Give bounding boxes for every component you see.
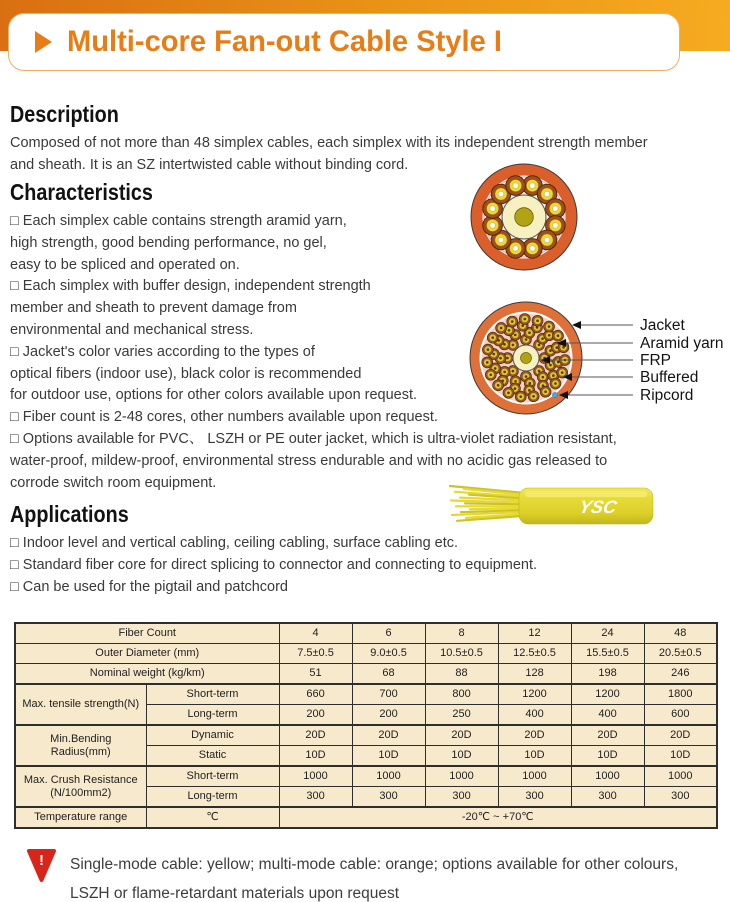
cell: 300: [352, 787, 425, 808]
cell: 800: [425, 684, 498, 705]
characteristics-line: water-proof, mildew-proof, environmental stress endurable and with no acidic gas released to: [10, 452, 608, 469]
diagram-shape: [491, 336, 494, 339]
cell: 660: [279, 684, 352, 705]
cell: 200: [279, 705, 352, 726]
cell: 88: [425, 664, 498, 685]
diagram-shape: [486, 361, 489, 364]
label-aramid-yarn: Aramid yarn: [640, 335, 724, 352]
cell: 20D: [498, 725, 571, 746]
arrow-icon: [35, 31, 52, 53]
diagram-shape: [555, 346, 558, 349]
diagram-shape: [498, 237, 503, 242]
cell: 51: [279, 664, 352, 685]
diagram-shape: [554, 382, 557, 385]
row-header: Min.Bending Radius(mm): [15, 725, 146, 766]
row-header: Temperature range: [15, 807, 146, 828]
characteristics-line: optical fibers (indoor use), black color is recommended: [10, 365, 362, 382]
cell: 10.5±0.5: [425, 644, 498, 664]
diagram-shape: [528, 389, 531, 392]
cell: 4: [279, 623, 352, 644]
table-row: [15, 725, 717, 746]
characteristics-line: for outdoor use, options for other colors available upon request.: [10, 387, 418, 404]
sub-header: Long-term: [146, 705, 279, 726]
diagram-shape: [549, 349, 552, 352]
row-header: Max. tensile strength(N): [15, 684, 146, 725]
cell: 6: [352, 623, 425, 644]
sub-header: Long-term: [146, 787, 279, 808]
diagram-shape: [553, 223, 558, 228]
diagram-shape: [525, 375, 528, 378]
characteristics-line: □ Options available for PVC、 LSZH or PE outer jacket, which is ultra-violet radiation resistant,: [10, 430, 617, 447]
cell: 12.5±0.5: [498, 644, 571, 664]
cell: 300: [644, 787, 717, 808]
diagram-shape: [514, 380, 517, 383]
diagram-shape: [490, 206, 495, 211]
diagram-shape: [544, 237, 549, 242]
sub-header: Short-term: [146, 766, 279, 787]
ripcord-dot: [552, 392, 557, 397]
description-line: Composed of not more than 48 simplex cables, each simplex with its independent strength member: [10, 135, 648, 151]
applications-line: □ Indoor level and vertical cabling, ceiling cabling, surface cabling etc.: [10, 535, 459, 551]
cell: 10D: [644, 746, 717, 767]
diagram-shape: [557, 361, 560, 364]
cell: 10D: [498, 746, 571, 767]
diagram-shape: [511, 320, 514, 323]
diagram-shape: [514, 387, 517, 390]
diagram-shape: [500, 327, 503, 330]
cross-section-large-cable: [455, 292, 730, 420]
applications-heading: Applications: [10, 501, 129, 527]
table-row: [15, 664, 717, 685]
diagram-shape: [552, 374, 555, 377]
diagram-shape: [513, 183, 518, 188]
cell: 1200: [498, 684, 571, 705]
diagram-shape: [506, 357, 509, 360]
diagram-shape: [503, 371, 506, 374]
diagram-shape: [507, 392, 510, 395]
diagram-shape: [514, 334, 517, 337]
sub-header: Static: [146, 746, 279, 767]
diagram-shape: [498, 191, 503, 196]
cell: 700: [352, 684, 425, 705]
diagram-shape: [519, 395, 522, 398]
cell: 400: [498, 705, 571, 726]
row-header: Max. Crush Resistance (N/100mm2): [15, 766, 146, 807]
cell: 68: [352, 664, 425, 685]
footnote: [26, 848, 678, 902]
characteristics-line: □ Each simplex with buffer design, independent strength: [10, 278, 371, 295]
table-row: [15, 623, 717, 644]
cell: 7.5±0.5: [279, 644, 352, 664]
diagram-shape: [528, 382, 531, 385]
sub-header: ℃: [146, 807, 279, 828]
label-jacket: Jacket: [640, 317, 685, 334]
sub-header: Short-term: [146, 684, 279, 705]
diagram-shape: [530, 183, 535, 188]
cell: 20D: [425, 725, 498, 746]
cell: 1000: [425, 766, 498, 787]
cable-highlight: [525, 491, 647, 497]
note-line: Single-mode cable: yellow; multi-mode cable: orange; options available for other colours,: [70, 856, 679, 873]
exclamation-glyph: !: [39, 852, 44, 869]
fanout-fibers: [450, 486, 525, 521]
cell: 12: [498, 623, 571, 644]
row-header: Nominal weight (kg/km): [15, 664, 279, 685]
cell: 400: [571, 705, 644, 726]
diagram-shape: [512, 370, 515, 373]
diagram-shape: [521, 324, 524, 327]
diagram-shape: [553, 206, 558, 211]
cell: 1000: [352, 766, 425, 787]
table-row: [15, 684, 717, 705]
cell: 300: [279, 787, 352, 808]
diagram-shape: [549, 364, 552, 367]
cell: 1800: [644, 684, 717, 705]
diagram-shape: [528, 331, 531, 334]
label-buffered: Buffered: [640, 369, 699, 386]
diagram-shape: [542, 376, 545, 379]
cell: 300: [571, 787, 644, 808]
cell: 200: [352, 705, 425, 726]
cell: 600: [644, 705, 717, 726]
cell: 20D: [571, 725, 644, 746]
characteristics-line: high strength, good bending performance, no gel,: [10, 234, 327, 251]
diagram-shape: [513, 246, 518, 251]
table-row: [15, 644, 717, 664]
cell: 20.5±0.5: [644, 644, 717, 664]
cell: 20D: [279, 725, 352, 746]
spec-table: [14, 622, 718, 829]
fanout-fiber: [470, 508, 525, 509]
page-title: Multi-core Fan-out Cable Style I: [67, 25, 502, 58]
diagram-shape: [557, 334, 560, 337]
characteristics-heading: Characteristics: [10, 179, 153, 205]
diagram-shape: [538, 344, 541, 347]
cell: 300: [498, 787, 571, 808]
row-header: Fiber Count: [15, 623, 279, 644]
characteristics-line: environmental and mechanical stress.: [10, 321, 254, 338]
diagram-shape: [536, 319, 539, 322]
label-frp: FRP: [640, 352, 671, 369]
description-line: and sheath. It is an SZ intertwisted cable without binding cord.: [10, 156, 409, 173]
cell: 1000: [644, 766, 717, 787]
diagram-shape: [492, 353, 495, 356]
table-row: [15, 807, 717, 828]
characteristics-line: corrode switch room equipment.: [10, 474, 217, 491]
cell: 20D: [352, 725, 425, 746]
sub-header: Dynamic: [146, 725, 279, 746]
cell: 1200: [571, 684, 644, 705]
diagram-shape: [508, 329, 511, 332]
characteristics-line: member and sheath to prevent damage from: [10, 300, 297, 317]
diagram-shape: [544, 191, 549, 196]
cell: 10D: [352, 746, 425, 767]
diagram-shape: [548, 334, 551, 337]
diagram-shape: [512, 344, 515, 347]
table-row: [15, 766, 717, 787]
cell: 1000: [571, 766, 644, 787]
cell: 10D: [571, 746, 644, 767]
label-ripcord: Ripcord: [640, 387, 694, 404]
description-section: [10, 101, 722, 177]
cell: 246: [644, 664, 717, 685]
diagram-shape: [532, 395, 535, 398]
diagram-shape: [562, 346, 565, 349]
cell: -20℃ ~ +70℃: [279, 807, 717, 828]
diagram-shape: [530, 246, 535, 251]
applications-line: □ Can be used for the pigtail and patchcord: [10, 578, 288, 595]
diagram-shape: [525, 338, 528, 341]
brand-logo: YSC: [577, 497, 619, 517]
cross-section-small-cable: [468, 161, 580, 273]
cell: 250: [425, 705, 498, 726]
diagram-shape: [524, 318, 527, 321]
diagram-shape: [541, 337, 544, 340]
characteristics-line: □ Each simplex cable contains strength aramid yarn,: [10, 213, 347, 229]
cell: 20D: [644, 725, 717, 746]
diagram-shape: [538, 370, 541, 373]
cell: 1000: [498, 766, 571, 787]
cell: 15.5±0.5: [571, 644, 644, 664]
title-box: [8, 13, 680, 71]
cell: 24: [571, 623, 644, 644]
diagram-shape: [561, 371, 564, 374]
characteristics-line: □ Fiber count is 2-48 cores, other numbers available upon request.: [10, 409, 438, 426]
diagram-shape: [548, 325, 551, 328]
diagram-shape: [544, 390, 547, 393]
description-heading: Description: [10, 101, 119, 127]
diagram-shape: [499, 357, 502, 360]
warning-icon: [26, 848, 57, 884]
cell: 48: [644, 623, 717, 644]
characteristics-line: easy to be spliced and operated on.: [10, 256, 240, 273]
row-header: Outer Diameter (mm): [15, 644, 279, 664]
cell: 300: [425, 787, 498, 808]
frp-core: [515, 208, 534, 227]
diagram-shape: [494, 367, 497, 370]
cell: 198: [571, 664, 644, 685]
cell: 10D: [425, 746, 498, 767]
cell: 10D: [279, 746, 352, 767]
fanout-fiber: [465, 503, 525, 504]
diagram-shape: [490, 223, 495, 228]
cell: 128: [498, 664, 571, 685]
diagram-shape: [487, 348, 490, 351]
diagram-shape: [497, 384, 500, 387]
note-line: LSZH or flame-retardant materials upon request: [70, 885, 400, 902]
frp-core: [521, 353, 532, 364]
applications-line: □ Standard fiber core for direct splicing to connector and connecting to equipment.: [10, 556, 538, 573]
cell: 1000: [279, 766, 352, 787]
cell: 8: [425, 623, 498, 644]
diagram-shape: [489, 373, 492, 376]
cell: 9.0±0.5: [352, 644, 425, 664]
cable-photo: [445, 481, 660, 531]
characteristics-line: □ Jacket's color varies according to the types of: [10, 343, 315, 360]
